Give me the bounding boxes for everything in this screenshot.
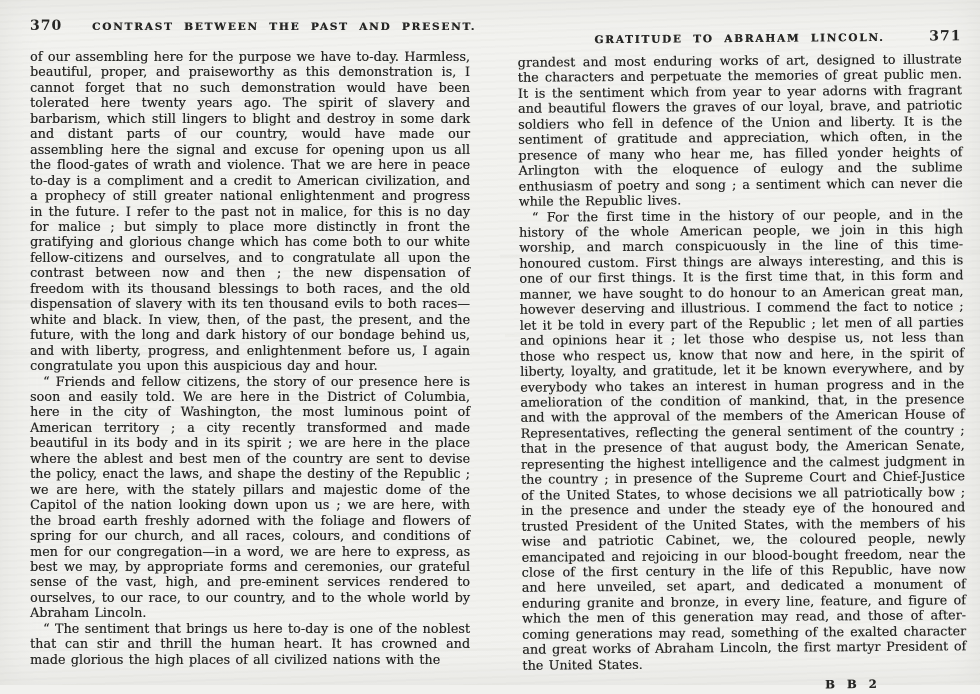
right-running-header <box>517 28 961 47</box>
left-page-body <box>30 49 470 667</box>
right-page-number: 371 <box>899 28 961 44</box>
left-running-head-title: CONTRAST BETWEEN THE PAST AND PRESENT. <box>92 21 476 33</box>
left-paragraph-3: “ The sentiment that brings us here to-day is one of the noblest that can stir and thrill the human heart. It has crowned and made glorious the high places of all civilized nations with the <box>30 621 470 667</box>
left-paragraph-2: “ Friends and fellow citizens, the story of our presence here is soon and easily told. We are here in the District of Columbia, here in the city of Washington, the most luminous point of American territory ; a city recently transformed and made beautiful in its body and in its spirit ; we are here in the place where the ablest and best men of the country are sent to devise the policy, enact the laws, and shape the destiny of the Republic ; we are here, with the stately pillars and majestic dome of the Capitol of the nation looking down upon us ; we are here, with the broad earth freshly adorned with the foliage and flowers of spring for our church, and all races, colours, and conditions of men for our congregation—in a word, we are here to express, as best we may, by appropriate forms and ceremonies, our grateful sense of the vast, high, and pre-eminent services rendered to ourselves, to our race, to our country, and to the whole world by Abraham Lincoln. <box>30 374 470 621</box>
right-page-body <box>518 51 967 673</box>
page-left <box>30 18 470 667</box>
left-page-number: 370 <box>30 18 92 34</box>
right-running-head-title: GRATITUDE TO ABRAHAM LINCOLN. <box>579 32 899 47</box>
left-running-header <box>30 18 470 34</box>
printer-signature-mark: B B 2 <box>522 676 966 693</box>
right-page-tilted-content <box>517 28 966 694</box>
right-paragraph-2: “ For the first time in the history of our people, and in the history of the whole American people, we join in this high worship, and march conspicuously in the line of this time-honoured custom. First things are always interesting, and this is one of our first things. It is the first time that, in this form and manner, we have sought to do honour to an American great man, however deserving and illustrious. I commend the fact to notice ; let it be told in every part of the Republic ; let men of all parties and opinions hear it ; let those who despise us, not less than those who respect us, know that now and here, in the spirit of liberty, loyalty, and gratitude, let it be known everywhere, and by everybody who takes an interest in human progress and in the amelioration of the condition of mankind, that, in the presence and with the approval of the members of the American House of Representatives, reflecting the general sentiment of the country ; that in the presence of that august body, the American Senate, representing the highest intelligence and the calmest judgment in the country ; in presence of the Supreme Court and Chief-Justice of the United States, to whose decisions we all patriotically bow ; in the presence and under the steady eye of the honoured and trusted President of the United States, with the members of his wise and patriotic Cabinet, we, the coloured people, newly emancipated and rejoicing in our blood-bought freedom, near the close of the first century in the life of this Republic, have now and here unveiled, set apart, and dedicated a monument of enduring granite and bronze, in every line, feature, and figure of which the men of this generation may read, and those of after-coming generations may read, something of the exalted character and great works of Abraham Lincoln, the first martyr President of the United States. <box>519 206 967 673</box>
left-paragraph-1: of our assembling here for the purpose we have to-day. Harmless, beautiful, proper, and praiseworthy as this demonstration is, I cannot forget that no such demonstration would have been tolerated here twenty years ago. The spirit of slavery and barbarism, which still lingers to blight and destroy in some dark and distant parts of our country, would have made our assembling here the signal and excuse for opening upon us all the flood-gates of wrath and violence. That we are here in peace to-day is a compliment and a credit to American civilization, and a prophecy of still greater national enlightenment and progress in the future. I refer to the past not in malice, for this is no day for malice ; but simply to place more distinctly in front the gratifying and glorious change which has come both to our white fellow-citizens and ourselves, and to congratulate all upon the contrast between now and then ; the new dispensation of freedom with its thousand blessings to both races, and the old dispensation of slavery with its ten thousand evils to both races—white and black. In view, then, of the past, the present, and the future, with the long and dark history of our bondage behind us, and with liberty, progress, and enlightenment before us, I again congratulate you upon this auspicious day and hour. <box>30 49 470 374</box>
right-paragraph-1: grandest and most enduring works of art, designed to illustrate the characters and perpetuate the memories of great public men. It is the sentiment which from year to year adorns with fragrant and beautiful flowers the graves of our loyal, brave, and patriotic soldiers who fell in defence of the Union and liberty. It is the sentiment of gratitude and appreciation, which often, in the presence of many who hear me, has filled yonder heights of Arlington with the eloquence of eulogy and the sublime enthusiasm of poetry and song ; a sentiment which can never die while the Republic lives. <box>518 51 963 209</box>
page-right <box>520 30 964 692</box>
